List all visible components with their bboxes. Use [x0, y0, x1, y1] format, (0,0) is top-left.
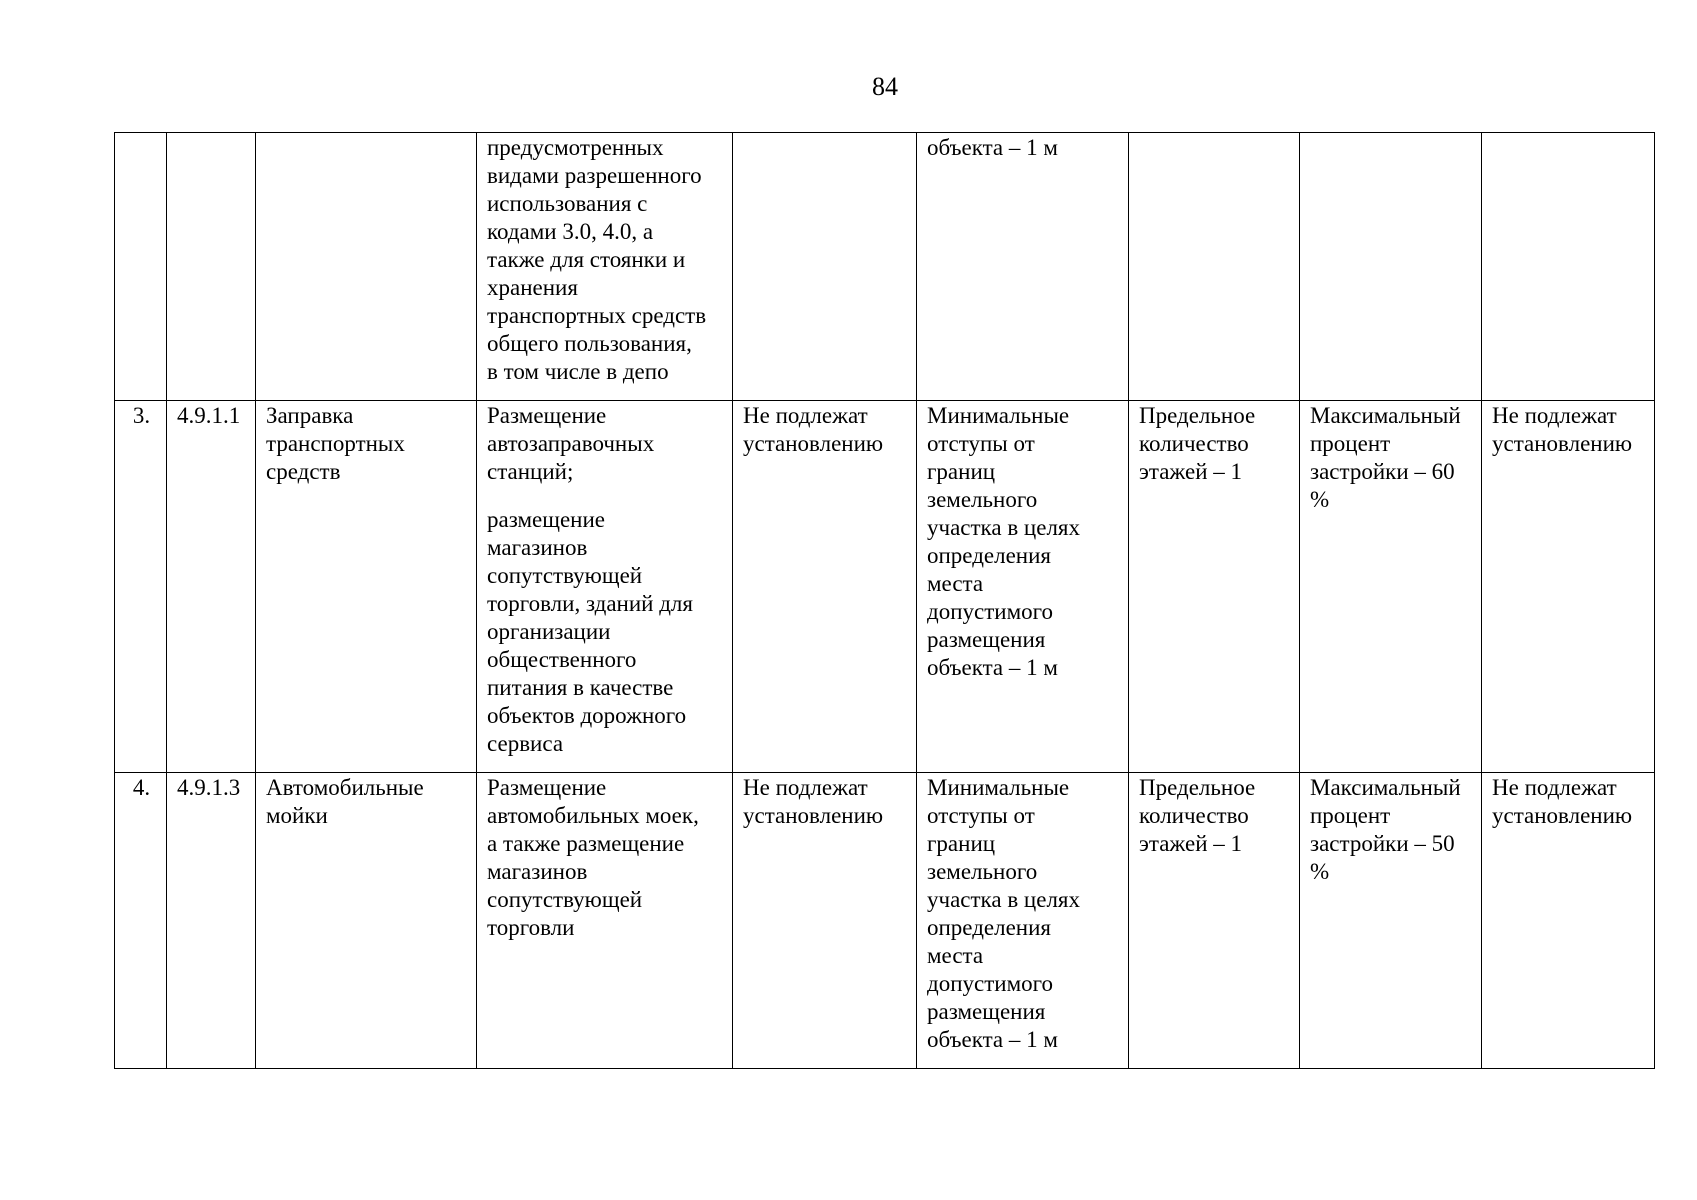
cell-coverage: [1300, 401, 1482, 773]
cell-text-line: установлению: [1492, 803, 1633, 828]
cell-use-name: [256, 401, 477, 773]
cell-text-line: места: [927, 571, 984, 596]
cell-floors: [1129, 133, 1300, 401]
cell-text-line: застройки – 60: [1310, 459, 1455, 484]
cell-text-line: участка в целях: [927, 515, 1081, 540]
cell-other-params: [1482, 773, 1655, 1069]
cell-text-line: объекта – 1 м: [927, 135, 1058, 160]
cell-text-line: установлению: [743, 803, 884, 828]
cell-code: 4.9.1.1: [167, 401, 256, 773]
cell-text-line: транспортных средств: [487, 303, 707, 328]
cell-plot-area: [733, 773, 917, 1069]
cell-text-line: Не подлежат: [1492, 775, 1617, 800]
page-number: 84: [872, 72, 898, 101]
cell-other-params: [1482, 401, 1655, 773]
cell-text-line: сервиса: [487, 731, 564, 756]
cell-code: [167, 133, 256, 401]
cell-text-line: этажей – 1: [1139, 459, 1243, 484]
cell-text-line: %: [1310, 859, 1330, 884]
cell-text-line: объектов дорожного: [487, 703, 687, 728]
cell-text-line: торговли, зданий для: [487, 591, 693, 616]
cell-text-line: Заправка: [266, 403, 354, 428]
cell-text-line: установлению: [1492, 431, 1633, 456]
cell-text-line: автомобильных моек,: [487, 803, 699, 828]
cell-text-line: Размещение: [487, 403, 607, 428]
cell-text-line: сопутствующей: [487, 563, 643, 588]
cell-text-line: Автомобильные: [266, 775, 424, 800]
cell-text-line: в том числе в депо: [487, 359, 669, 384]
cell-text-line: Максимальный: [1310, 775, 1461, 800]
cell-plot-area: [733, 401, 917, 773]
cell-setbacks: [917, 133, 1129, 401]
cell-use-name: [256, 133, 477, 401]
cell-text-line: Минимальные: [927, 775, 1070, 800]
cell-text-line: размещение: [487, 507, 605, 532]
cell-text-line: станций;: [487, 459, 574, 484]
cell-text-line: а также размещение: [487, 831, 685, 856]
table-row: [115, 133, 1655, 401]
cell-text-line: размещения: [927, 999, 1046, 1024]
land-use-table: [114, 132, 1655, 1069]
table-row: [115, 773, 1655, 1069]
cell-number: [115, 133, 167, 401]
cell-text-line: торговли: [487, 915, 575, 940]
cell-text-line: количество: [1139, 431, 1249, 456]
cell-text-line: общего пользования,: [487, 331, 692, 356]
cell-setbacks: [917, 773, 1129, 1069]
cell-text-line: магазинов: [487, 859, 588, 884]
cell-text-line: видами разрешенного: [487, 163, 702, 188]
cell-number: 4.: [115, 773, 167, 1069]
cell-coverage: [1300, 773, 1482, 1069]
cell-text-line: Предельное: [1139, 403, 1256, 428]
cell-text-line: границ: [927, 831, 996, 856]
cell-text-line: застройки – 50: [1310, 831, 1455, 856]
cell-number: 3.: [115, 401, 167, 773]
cell-text-line: земельного: [927, 859, 1038, 884]
cell-description: [477, 401, 733, 773]
cell-description: [477, 773, 733, 1069]
cell-text-line: транспортных: [266, 431, 405, 456]
cell-description: [477, 133, 733, 401]
cell-text-line: питания в качестве: [487, 675, 674, 700]
cell-text-line: также для стоянки и: [487, 247, 686, 272]
cell-floors: [1129, 773, 1300, 1069]
cell-text-line: этажей – 1: [1139, 831, 1243, 856]
cell-text-line: %: [1310, 487, 1330, 512]
cell-text-line: предусмотренных: [487, 135, 664, 160]
cell-text-line: границ: [927, 459, 996, 484]
cell-coverage: [1300, 133, 1482, 401]
cell-text-line: определения: [927, 915, 1052, 940]
table-row: [115, 401, 1655, 773]
cell-text-line: автозаправочных: [487, 431, 655, 456]
cell-floors: [1129, 401, 1300, 773]
cell-text-line: общественного: [487, 647, 637, 672]
cell-other-params: [1482, 133, 1655, 401]
cell-code: 4.9.1.3: [167, 773, 256, 1069]
cell-text-line: объекта – 1 м: [927, 655, 1058, 680]
cell-text-line: использования с: [487, 191, 648, 216]
cell-text-line: объекта – 1 м: [927, 1027, 1058, 1052]
cell-text-line: определения: [927, 543, 1052, 568]
table-body: [115, 133, 1655, 1069]
cell-text-line: Не подлежат: [743, 403, 868, 428]
cell-text-line: мойки: [266, 803, 328, 828]
paragraph-gap: [487, 486, 724, 506]
cell-text-line: сопутствующей: [487, 887, 643, 912]
cell-text-line: допустимого: [927, 599, 1053, 624]
cell-plot-area: [733, 133, 917, 401]
cell-text-line: кодами 3.0, 4.0, а: [487, 219, 654, 244]
cell-text-line: организации: [487, 619, 611, 644]
cell-use-name: [256, 773, 477, 1069]
cell-text-line: Предельное: [1139, 775, 1256, 800]
cell-text-line: установлению: [743, 431, 884, 456]
cell-text-line: количество: [1139, 803, 1249, 828]
cell-text-line: Размещение: [487, 775, 607, 800]
cell-text-line: Не подлежат: [743, 775, 868, 800]
cell-text-line: магазинов: [487, 535, 588, 560]
cell-text-line: участка в целях: [927, 887, 1081, 912]
cell-text-line: процент: [1310, 803, 1391, 828]
cell-text-line: места: [927, 943, 984, 968]
cell-text-line: Не подлежат: [1492, 403, 1617, 428]
cell-text-line: Максимальный: [1310, 403, 1461, 428]
cell-text-line: земельного: [927, 487, 1038, 512]
cell-text-line: отступы от: [927, 431, 1035, 456]
cell-text-line: хранения: [487, 275, 578, 300]
cell-text-line: процент: [1310, 431, 1391, 456]
cell-text-line: размещения: [927, 627, 1046, 652]
cell-text-line: Минимальные: [927, 403, 1070, 428]
cell-text-line: средств: [266, 459, 341, 484]
cell-text-line: отступы от: [927, 803, 1035, 828]
cell-text-line: допустимого: [927, 971, 1053, 996]
cell-setbacks: [917, 401, 1129, 773]
